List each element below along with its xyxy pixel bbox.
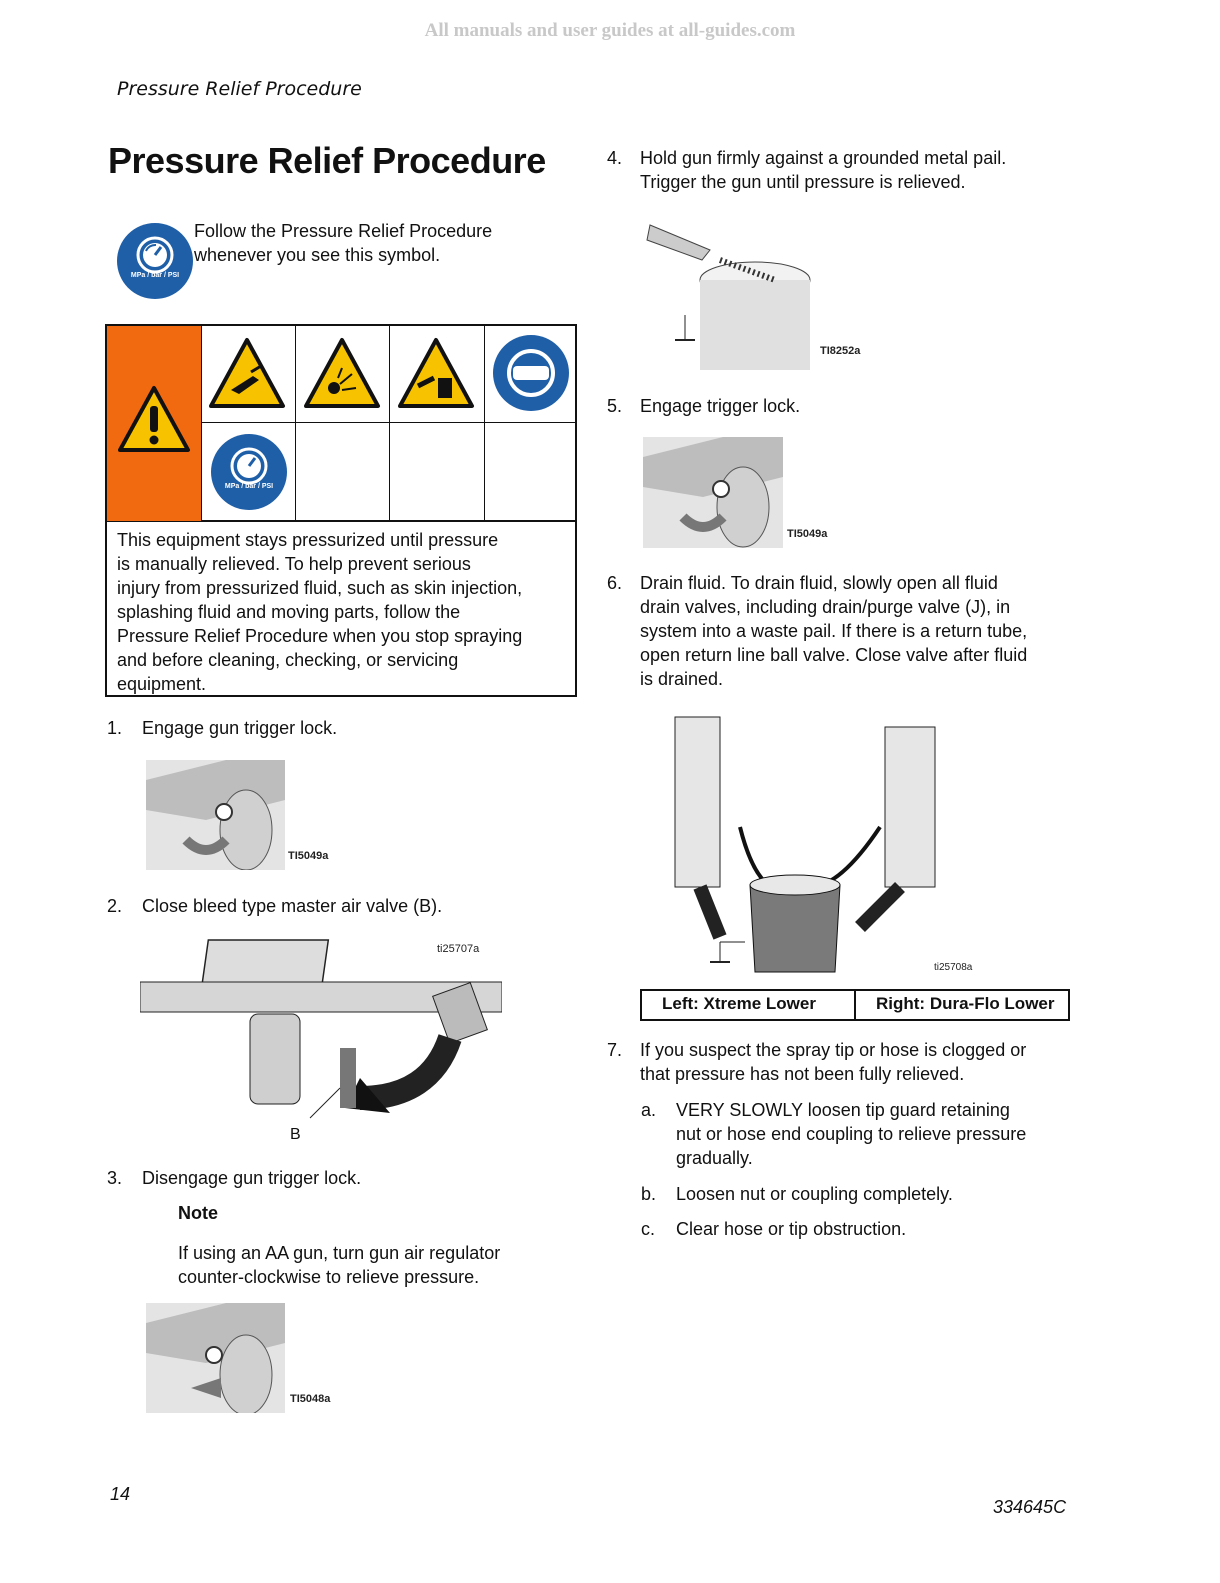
divider — [107, 521, 577, 522]
step-line: open return line ball valve. Close valve after fluid — [640, 645, 1028, 665]
step-line: Hold gun firmly against a grounded metal pail. — [640, 148, 1007, 168]
figure-label: TI8252a — [820, 345, 861, 357]
step-line: that pressure has not been fully relieved. — [640, 1064, 965, 1084]
step-line: is drained. — [640, 669, 724, 689]
step-text: Engage trigger lock. — [640, 396, 801, 416]
moving-parts-hazard-icon — [390, 326, 482, 421]
caption-left: Left: Xtreme Lower — [642, 991, 856, 1019]
trigger-lock-image — [146, 760, 285, 870]
page-number: 14 — [110, 1484, 131, 1504]
step-line: Drain fluid. To drain fluid, slowly open all fluid — [640, 573, 998, 593]
step-text: Disengage gun trigger lock. — [142, 1168, 362, 1188]
figure-label: TI5049a — [787, 528, 828, 540]
step-text — [640, 571, 1027, 691]
warning-line: and before cleaning, checking, or servicing — [117, 650, 459, 670]
step-line: Trigger the gun until pressure is relieved. — [640, 172, 966, 192]
step-text: Engage gun trigger lock. — [142, 718, 338, 738]
running-header: Pressure Relief Procedure — [117, 78, 362, 100]
warning-line: injury from pressurized fluid, such as skin injection, — [117, 578, 523, 598]
step-text: Close bleed type master air valve (B). — [142, 896, 443, 916]
substep-line: gradually. — [676, 1148, 753, 1168]
moving-parts-hazard-cell — [390, 326, 485, 423]
note-line-1: If using an AA gun, turn gun air regulator — [178, 1243, 501, 1263]
substep-text: Loosen nut or coupling completely. — [676, 1184, 953, 1204]
warning-triangle-icon — [117, 384, 191, 454]
note-line-2: counter-clockwise to relieve pressure. — [178, 1267, 480, 1287]
warning-line: Pressure Relief Procedure when you stop spraying — [117, 626, 523, 646]
watermark: All manuals and user guides at all-guides.com — [424, 20, 796, 41]
figure-caption-table — [640, 989, 1070, 1021]
warning-text — [117, 528, 569, 696]
warning-line: equipment. — [117, 674, 207, 694]
step-line: system into a waste pail. If there is a return tube, — [640, 621, 1028, 641]
intro-line-2: whenever you see this symbol. — [194, 245, 441, 265]
trigger-lock-image — [643, 437, 783, 548]
spray-pail-image — [645, 205, 815, 370]
pressure-relief-icon — [116, 222, 194, 305]
step-line: If you suspect the spray tip or hose is clogged or — [640, 1040, 1027, 1060]
empty-cell — [296, 423, 390, 521]
pressure-relief-symbol-icon — [210, 433, 288, 511]
step-number: 7. — [607, 1040, 623, 1060]
step-text — [640, 146, 1006, 194]
symbol-label: MPa / bar / PSI — [130, 272, 180, 279]
empty-cell — [485, 423, 577, 521]
caption-right: Right: Dura-Flo Lower — [876, 994, 1055, 1013]
warning-line: is manually relieved. To help prevent serious — [117, 554, 471, 574]
warning-box — [105, 324, 577, 697]
step-number: 4. — [607, 148, 623, 168]
figure-label: TI5048a — [290, 1393, 331, 1405]
symbol-label: MPa / bar / PSI — [224, 483, 274, 490]
figure-label: ti25707a — [437, 943, 480, 955]
air-valve-image — [140, 928, 502, 1140]
warning-orange-panel — [107, 326, 202, 521]
substep-label: a. — [641, 1100, 657, 1120]
step-number: 6. — [607, 573, 623, 593]
substep-line: VERY SLOWLY loosen tip guard retaining — [676, 1100, 1010, 1120]
trigger-unlock-image — [146, 1303, 285, 1413]
intro-text — [194, 219, 492, 267]
splash-hazard-icon — [296, 326, 388, 421]
figure-label: TI5049a — [288, 850, 329, 862]
figure-label: ti25708a — [934, 962, 973, 973]
step-number: 2. — [107, 896, 123, 916]
skin-injection-hazard-icon — [201, 326, 293, 421]
protective-equipment-icon — [485, 326, 577, 421]
empty-cell — [390, 423, 485, 521]
substep-label: b. — [641, 1184, 657, 1204]
warning-line: splashing fluid and moving parts, follow the — [117, 602, 461, 622]
substep-text — [676, 1098, 1026, 1170]
callout-b: B — [290, 1126, 301, 1143]
step-line: drain valves, including drain/purge valve (J), in — [640, 597, 1011, 617]
step-number: 5. — [607, 396, 623, 416]
note-title: Note — [178, 1203, 218, 1223]
intro-line-1: Follow the Pressure Relief Procedure — [194, 221, 493, 241]
pressure-relief-cell — [201, 423, 296, 521]
note-text — [178, 1241, 500, 1289]
warning-line: This equipment stays pressurized until pressure — [117, 530, 499, 550]
document-number: 334645C — [993, 1497, 1067, 1517]
substep-label: c. — [641, 1219, 656, 1239]
page-title: Pressure Relief Procedure — [108, 140, 546, 181]
injection-hazard-cell — [201, 326, 296, 423]
drain-pumps-image — [640, 697, 980, 977]
step-number: 3. — [107, 1168, 123, 1188]
substep-line: nut or hose end coupling to relieve pressure — [676, 1124, 1027, 1144]
substep-text: Clear hose or tip obstruction. — [676, 1219, 907, 1239]
ppe-cell — [485, 326, 577, 423]
step-number: 1. — [107, 718, 123, 738]
step-text — [640, 1038, 1026, 1086]
splash-hazard-cell — [296, 326, 390, 423]
